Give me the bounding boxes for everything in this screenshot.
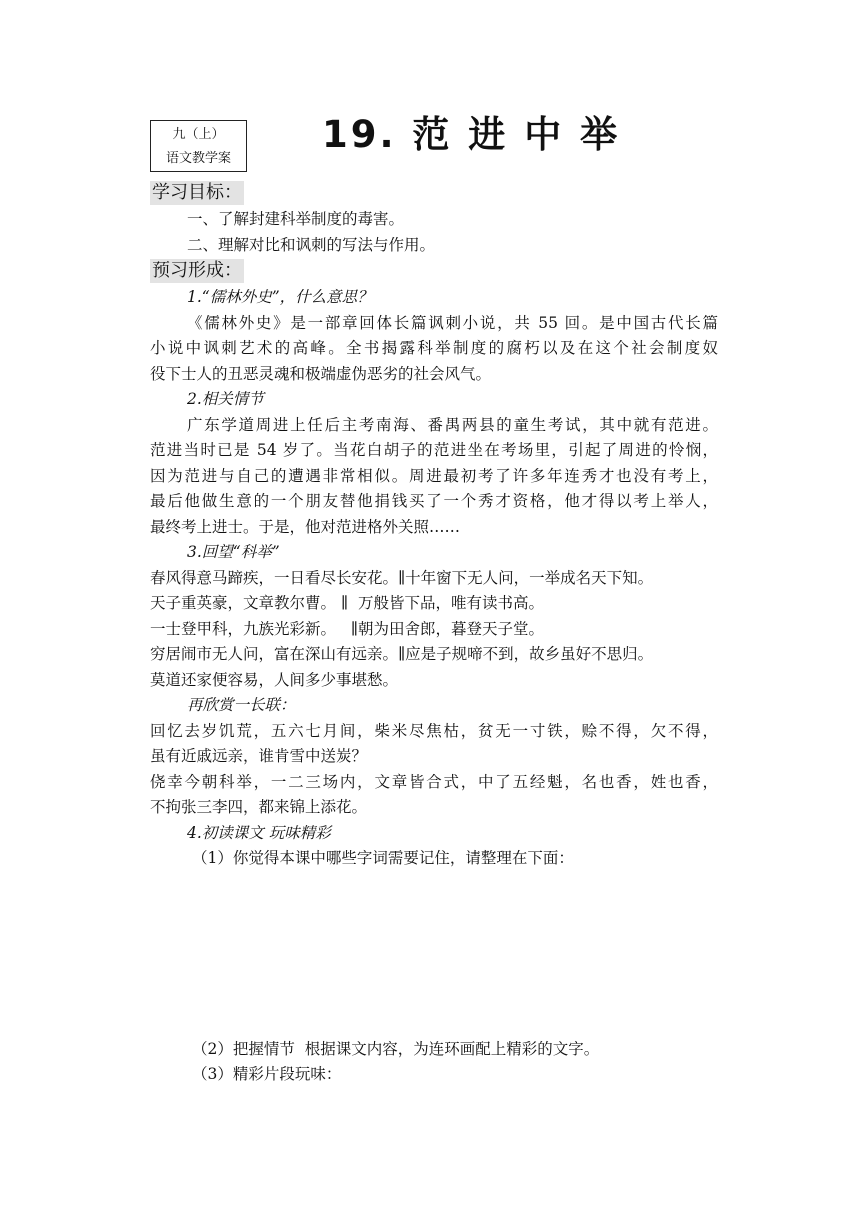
task-item: （1）你觉得本课中哪些字词需要记住，请整理在下面： <box>192 849 574 867</box>
objectives-heading: 学习目标： <box>152 182 242 203</box>
couplet-title: 再欣赏一长联： <box>187 696 296 714</box>
paragraph-line: 役下士人的丑恶灵魂和极端虚伪恶劣的社会风气。 <box>150 364 492 383</box>
question-3-title: 3.回望“科举” <box>187 543 280 561</box>
question-4-title: 4.初读课文 玩味精彩 <box>187 823 331 842</box>
question-1-title: 1.“儒林外史”，什么意思？ <box>187 288 373 306</box>
paragraph-line: 因为范进与自己的遭遇非常相似。周进最初考了许多年连秀才也没有考上， <box>150 466 718 485</box>
couplet-line: 侥幸今朝科举，一二三场内，文章皆合式，中了五经魁，名也香，姓也香， <box>150 772 718 791</box>
poem-line: 天子重英豪，文章教尔曹。 ∥ 万般皆下品，唯有读书高。 <box>150 594 544 612</box>
paragraph-line: 范进当时已是 54 岁了。当花白胡子的范进坐在考场里，引起了周进的怜悯， <box>150 441 718 459</box>
objective-item: 二、理解对比和讽刺的写法与作用。 <box>187 235 436 254</box>
paragraph-line: 《儒林外史》是一部章回体长篇讽刺小说，共 55 回。是中国古代长篇 <box>187 313 718 332</box>
grade-label: 九（上） <box>172 127 225 142</box>
objective-item: 一、了解封建科举制度的毒害。 <box>187 210 405 228</box>
paragraph-line: 最后他做生意的一个朋友替他捐钱买了一个秀才资格，他才得以考上举人， <box>150 492 718 510</box>
preview-heading: 预习形成： <box>152 260 242 281</box>
paragraph-line: 广东学道周进上任后主考南海、番禺两县的童生考试，其中就有范进。 <box>187 415 718 434</box>
couplet-line: 不拘张三李四，都来锦上添花。 <box>150 798 368 816</box>
page-title: 19. 范 进 中 举 <box>322 113 621 156</box>
document-body <box>150 180 718 1088</box>
poem-line: 莫道还家便容易，人间多少事堪愁。 <box>150 670 399 689</box>
task-item: （2）把握情节 根据课文内容，为连环画配上精彩的文字。 <box>192 1039 600 1058</box>
poem-line: 穷居闹市无人问，富在深山有远亲。∥应是子规啼不到，故乡虽好不思归。 <box>150 645 654 663</box>
paragraph-line: 最终考上进士。于是，他对范进格外关照…… <box>150 517 461 536</box>
couplet-line: 虽有近戚远亲，谁肯雪中送炭？ <box>150 747 368 765</box>
poem-line: 春风得意马蹄疾，一日看尽长安花。∥十年窗下无人问，一举成名天下知。 <box>150 568 654 587</box>
task-item: （3）精彩片段玩味： <box>192 1065 342 1083</box>
question-2-title: 2.相关情节 <box>187 390 264 408</box>
subject-label: 语文教学案 <box>165 151 231 166</box>
paragraph-line: 小说中讽刺艺术的高峰。全书揭露科举制度的腐朽以及在这个社会制度奴 <box>150 339 718 357</box>
poem-line: 一士登甲科，九族光彩新。 ∥朝为田舍郎，暮登天子堂。 <box>150 619 544 638</box>
answer-space <box>150 872 718 1037</box>
grade-label-box <box>150 120 247 172</box>
couplet-line: 回忆去岁饥荒，五六七月间，柴米尽焦枯，贫无一寸铁，赊不得，欠不得， <box>150 721 718 740</box>
